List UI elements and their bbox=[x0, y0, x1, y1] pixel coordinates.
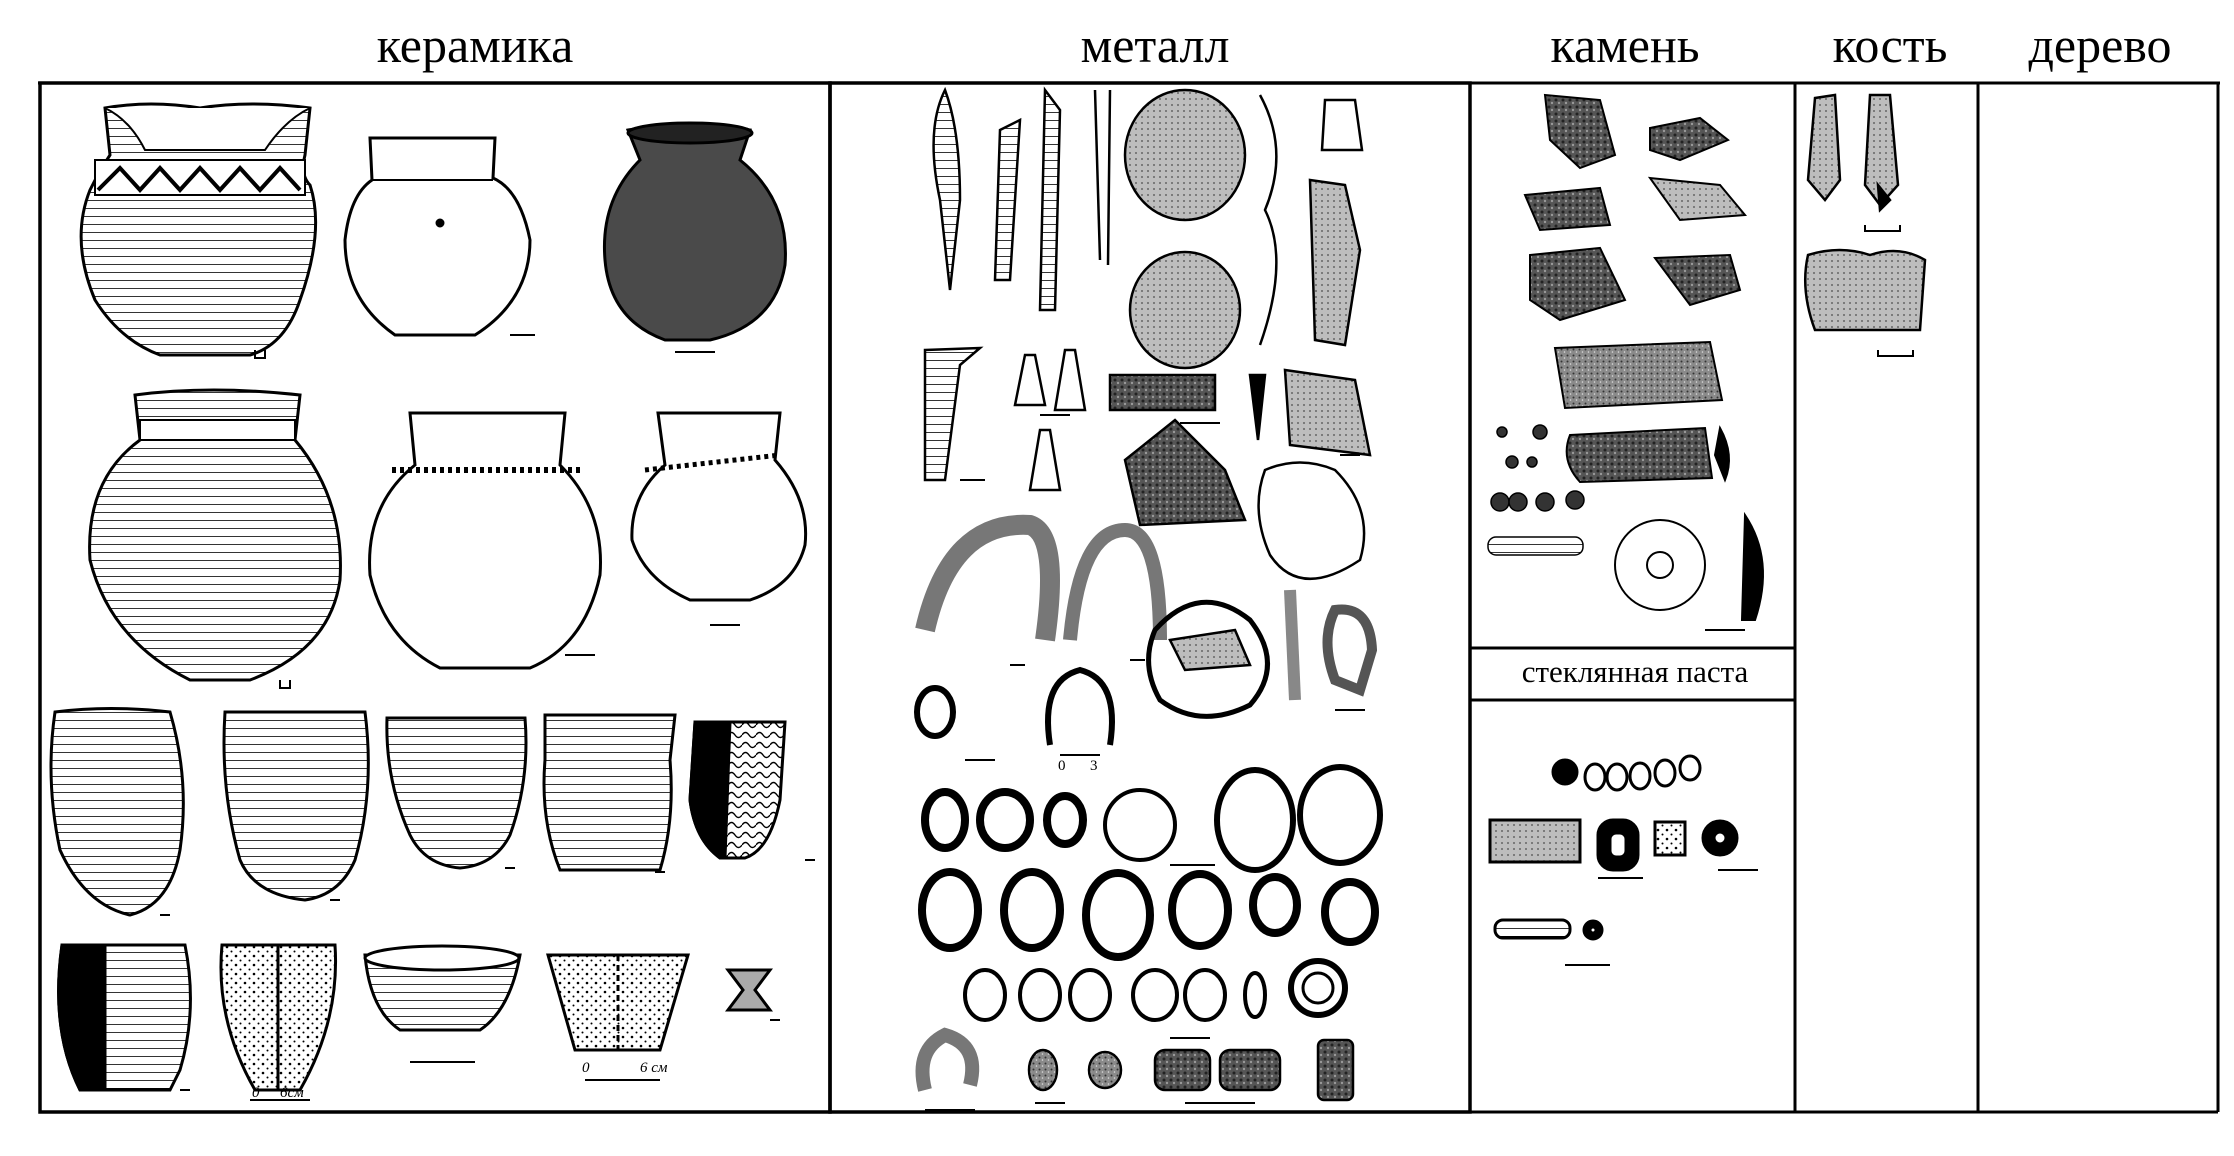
vessel-9 bbox=[387, 718, 526, 868]
ceramics-scale2-zero: 0 bbox=[582, 1060, 590, 1076]
blade-2 bbox=[995, 120, 1020, 280]
vessel-5 bbox=[370, 413, 601, 668]
disc-mirror-2 bbox=[1130, 252, 1240, 368]
stone-flake-5 bbox=[1530, 248, 1625, 320]
arc-1 bbox=[1260, 95, 1276, 345]
glass-scale-bars bbox=[1565, 870, 1758, 965]
metal-artifacts bbox=[917, 90, 1380, 1100]
stone-flake-3 bbox=[1525, 188, 1610, 230]
vessel-1 bbox=[81, 104, 316, 355]
stone-flake-2 bbox=[1650, 118, 1728, 160]
vessel-8 bbox=[224, 712, 368, 900]
pendant-1 bbox=[1250, 375, 1265, 440]
stone-whetstone-1 bbox=[1567, 428, 1712, 482]
bracelet-2 bbox=[1070, 530, 1160, 640]
plaque-1 bbox=[1110, 375, 1215, 410]
subsection-title-glass-paste: стеклянная паста bbox=[1521, 654, 1749, 689]
vessel-14 bbox=[365, 946, 520, 1030]
cup-1 bbox=[1322, 100, 1362, 150]
ring-open-3 bbox=[923, 1035, 973, 1090]
vessel-12 bbox=[59, 945, 191, 1090]
plaque-3 bbox=[1220, 1050, 1280, 1090]
stone-block-1 bbox=[1555, 342, 1722, 408]
column-title-wood: дерево bbox=[2028, 17, 2172, 73]
column-title-metal: металл bbox=[1080, 17, 1230, 73]
plaque-4 bbox=[1318, 1040, 1353, 1100]
bone-artifacts bbox=[1805, 95, 1925, 330]
fragment-4 bbox=[1170, 630, 1250, 670]
vessel-10 bbox=[544, 715, 675, 870]
hook-1 bbox=[1328, 610, 1373, 691]
stone-flake-1 bbox=[1545, 95, 1615, 168]
ring-open-2 bbox=[1048, 670, 1112, 745]
glass-paste-beads bbox=[1490, 756, 1737, 939]
stone-flake-4 bbox=[1650, 178, 1745, 220]
fragment-2 bbox=[1285, 370, 1370, 455]
blade-3 bbox=[1040, 90, 1060, 310]
ceramics-scale2-end: 6 см bbox=[640, 1060, 668, 1076]
ring-small-1 bbox=[917, 688, 953, 736]
vessel-11 bbox=[690, 722, 785, 858]
bracelet-1 bbox=[925, 525, 1050, 640]
vessel-2 bbox=[345, 138, 530, 335]
stone-flake-6 bbox=[1655, 255, 1740, 305]
ceramics-scale-zero: 0 bbox=[252, 1085, 260, 1101]
column-title-bone: кость bbox=[1832, 17, 1948, 73]
knife-1 bbox=[925, 348, 980, 480]
ceramics-scale-end: 6см bbox=[280, 1085, 304, 1101]
ring-open-1 bbox=[1259, 463, 1365, 579]
stone-whetstone-1-section bbox=[1715, 428, 1729, 480]
vessel-3 bbox=[604, 123, 785, 340]
bell-2 bbox=[1055, 350, 1085, 410]
column-title-ceramics: керамика bbox=[376, 17, 574, 73]
pin-1 bbox=[1290, 590, 1295, 700]
bead-metal-1 bbox=[1029, 1050, 1057, 1090]
plaque-2 bbox=[1155, 1050, 1210, 1090]
bell-1 bbox=[1015, 355, 1045, 405]
vessel-15 bbox=[548, 955, 688, 1050]
stone-spindle-whorl-section bbox=[1742, 515, 1763, 620]
vessel-13 bbox=[221, 945, 336, 1090]
disc-mirror-1 bbox=[1125, 90, 1245, 220]
vessel-7 bbox=[51, 709, 183, 916]
bead-metal-2 bbox=[1089, 1052, 1121, 1088]
bone-point-1 bbox=[1808, 95, 1840, 200]
vessel-4 bbox=[90, 390, 341, 680]
arrowhead-1 bbox=[934, 90, 960, 290]
stone-artifacts bbox=[1488, 95, 1763, 620]
fragment-3 bbox=[1125, 420, 1245, 525]
vessel-6 bbox=[632, 413, 806, 600]
fragment-1 bbox=[1310, 180, 1360, 345]
column-title-stone: камень bbox=[1550, 17, 1700, 73]
spindle-whorl bbox=[728, 970, 770, 1010]
bone-plate bbox=[1805, 250, 1925, 330]
bell-3 bbox=[1030, 430, 1060, 490]
awl-1 bbox=[1095, 90, 1110, 265]
ceramics-vessels bbox=[51, 104, 806, 1090]
metal-scale-end: 3 bbox=[1090, 758, 1098, 774]
metal-scale-zero: 0 bbox=[1058, 758, 1066, 774]
